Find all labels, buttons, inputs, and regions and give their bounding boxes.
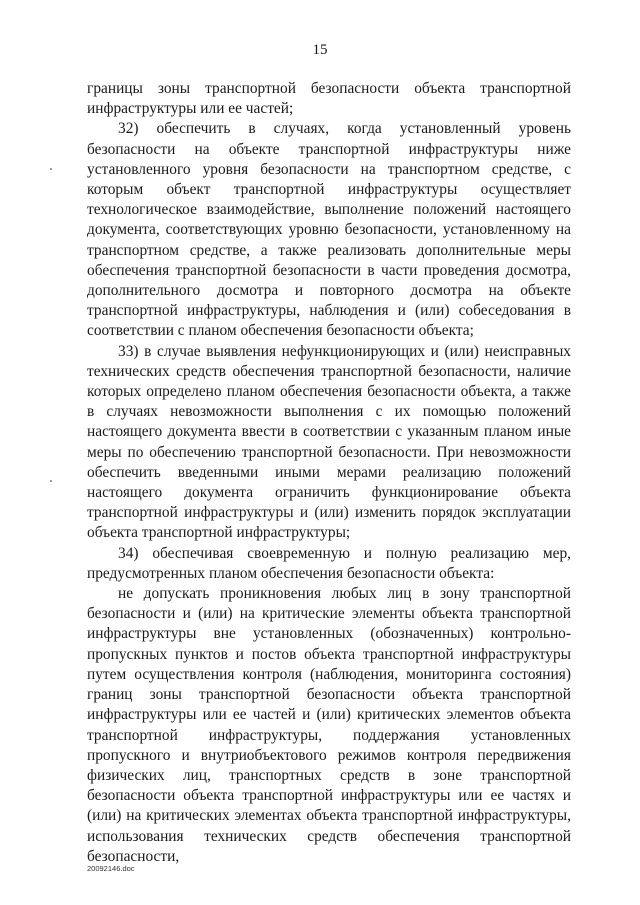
margin-mark bbox=[50, 168, 52, 170]
paragraph-item-34-subclause: не допускать проникновения любых лиц в зону транспортной безопасности и (или) на критические элементы объекта транспортной инфраструктуры вне установленных (обозначенных) контрольно-пропускных пунктов и постов объекта транспортной инфраструктуры путем осуществления контроля (наблюдения, мониторинга состояния) границ зоны транспортной безопасности объекта транспортной инфраструктуры или ее частей и (или) критических элементов объекта транспортной инфраструктуры, поддержания установленных пропускного и внутриобъектового режимов контроля передвижения физических лиц, транспортных средств в зоне транспортной безопасности объекта транспортной инфраструктуры или ее частях и (или) на критических элементах объекта транспортной инфраструктуры, использования технических средств обеспечения транспортной безопасности, bbox=[87, 585, 571, 865]
footer-file-reference: 20092146.doc bbox=[87, 864, 135, 873]
paragraph-continuation: границы зоны транспортной безопасности объекта транспортной инфраструктуры или ее частей; bbox=[87, 80, 571, 118]
paragraph-item-34: 34) обеспечивая своевременную и полную реализацию мер, предусмотренных планом обеспечения безопасности объекта: bbox=[87, 544, 571, 582]
margin-mark bbox=[50, 480, 52, 482]
document-body bbox=[87, 79, 571, 867]
paragraph-item-33: 33) в случае выявления нефункционирующих и (или) неисправных технических средств обеспечения транспортной безопасности, наличие которых определено планом обеспечения безопасности объекта, а также в случаях невозможности выполнения с их помощью положений настоящего документа ввести в соответствии с указанным планом иные меры по обеспечению транспортной безопасности. При невозможности обеспечить введенными иными мерами реализацию положений настоящего документа ограничить функционирование объекта транспортной инфраструктуры и (или) изменить порядок эксплуатации объекта транспортной инфраструктуры; bbox=[87, 342, 571, 542]
page-number: 15 bbox=[312, 42, 328, 58]
paragraph-item-32: 32) обеспечить в случаях, когда установленный уровень безопасности на объекте транспортной инфраструктуры ниже установленного уровня безопасности на транспортном средстве, с которым объект транспортной инфраструктуры осуществляет технологическое взаимодействие, выполнение положений настоящего документа, соответствующих уровню безопасности, установленному на транспортном средстве, а также реализовать дополнительные меры обеспечения транспортной безопасности в части проведения досмотра, дополнительного досмотра и повторного досмотра на объекте транспортной инфраструктуры, наблюдения и (или) собеседования в соответствии с планом обеспечения безопасности объекта; bbox=[87, 120, 571, 340]
